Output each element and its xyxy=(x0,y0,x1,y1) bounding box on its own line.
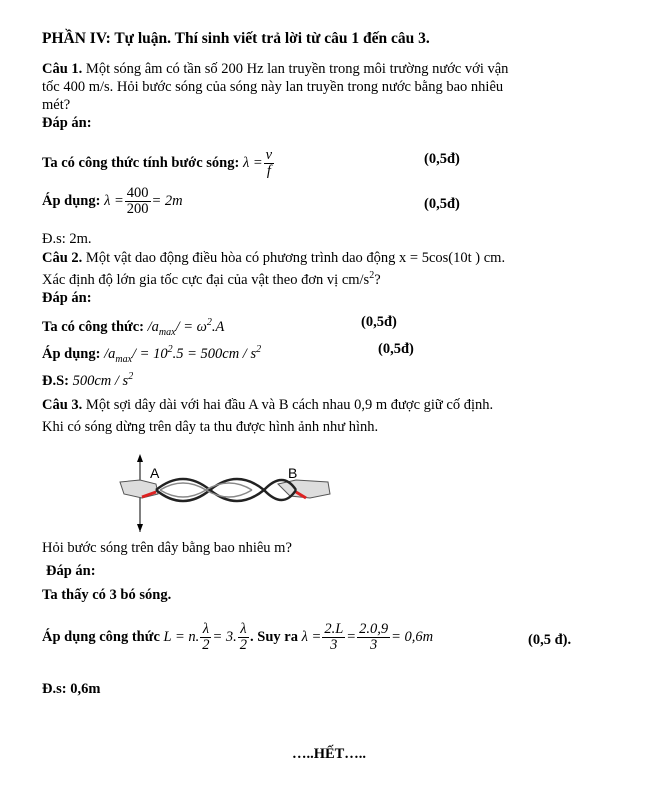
q2-formula-end: .A xyxy=(211,318,225,335)
q2-apply-b: / = 10 xyxy=(132,345,168,362)
q2-apply-sup1: 2 xyxy=(167,344,173,355)
q2-apply-sub: max xyxy=(115,353,133,365)
q2-label: Câu 2. xyxy=(42,250,83,266)
q1-apply-fraction: $\frac{400}{200}$ xyxy=(126,185,149,217)
q2-text-2: Xác định độ lớn gia tốc cực đại của vật theo đơn vị cm/s xyxy=(42,271,370,288)
q1-text-3: mét? xyxy=(42,97,71,113)
q1-apply-line xyxy=(42,186,183,217)
q1-formula-fraction: $\frac{v}{f}$ xyxy=(265,147,273,179)
q2-apply-a: /a xyxy=(104,345,116,362)
q2-text-2-sup: 2 xyxy=(369,270,375,281)
left-hand-icon xyxy=(120,480,158,498)
q3-f2-eq: = xyxy=(346,628,357,645)
q2-apply-sup2: 2 xyxy=(256,344,262,355)
q3-f2-lhs: λ = xyxy=(301,628,322,645)
end-marker: …..HẾT….. xyxy=(291,746,367,762)
wave-upper xyxy=(156,479,296,490)
axis-arrow-up xyxy=(137,454,143,462)
q3-suy-ra: . Suy ra xyxy=(250,628,298,645)
q3-f2-frac2: $\frac{2.0,9}{3}$ xyxy=(359,621,389,653)
q2-apply-line xyxy=(42,341,261,369)
q1-apply-points: (0,5đ) xyxy=(424,196,460,212)
q1-formula-lhs: λ = xyxy=(242,154,263,171)
q3-f1-mid: = 3. xyxy=(212,628,237,645)
q1-apply-label: Áp dụng: xyxy=(42,192,101,209)
q3-f1: L = n. xyxy=(163,628,200,645)
q1-text-2: tốc 400 m/s. Hỏi bước sóng của sóng này lan truyền trong nước bằng bao nhiêu xyxy=(42,79,504,95)
q2-apply-c: .5 = 500cm / s xyxy=(172,345,257,362)
q1-answer-label: Đáp án: xyxy=(42,115,92,131)
q2-apply-points: (0,5đ) xyxy=(378,341,414,357)
q1-result: Đ.s: 2m. xyxy=(42,231,92,247)
q1-apply-rhs: = 2m xyxy=(151,192,183,209)
q3-points: (0,5 đ). xyxy=(528,632,572,648)
q2-formula-a: /a xyxy=(147,318,159,335)
axis-arrow-down xyxy=(137,524,143,532)
q2-result-label: Đ.S: xyxy=(42,372,69,389)
question-3 xyxy=(42,394,632,438)
q1-apply-lhs: λ = xyxy=(104,192,124,209)
q2-formula-sup: 2 xyxy=(206,317,212,328)
standing-wave-figure xyxy=(118,452,333,534)
q2-result-value: 500cm / s xyxy=(72,372,129,389)
q2-formula-intro: Ta có công thức: xyxy=(42,318,145,335)
q2-result-sup: 2 xyxy=(128,371,134,382)
q1-formula-line xyxy=(42,148,275,179)
q3-f1-frac2: $\frac{\lambda}{2}$ xyxy=(239,621,248,653)
part-title: PHẦN IV: Tự luận. Thí sinh viết trả lời từ câu 1 đến câu 3. xyxy=(42,30,430,47)
q2-formula-points: (0,5đ) xyxy=(361,314,397,330)
q3-text-1: Một sợi dây dài với hai đầu A và B cách nhau 0,9 m được giữ cố định. xyxy=(82,397,494,413)
q3-apply-line xyxy=(42,622,433,653)
q1-formula-points: (0,5đ) xyxy=(424,151,460,167)
q3-question: Hỏi bước sóng trên dây bằng bao nhiêu m? xyxy=(42,540,292,556)
q2-formula-sub: max xyxy=(158,326,176,338)
q3-f2-rhs: = 0,6m xyxy=(391,628,434,645)
q2-result xyxy=(42,368,133,390)
q3-text-2: Khi có sóng dừng trên dây ta thu được hình ảnh như hình. xyxy=(42,419,379,435)
q3-answer-label: Đáp án: xyxy=(46,563,96,579)
label-a: A xyxy=(150,465,160,481)
q2-text-2-end: ? xyxy=(374,271,381,288)
q2-formula-line xyxy=(42,314,224,342)
q1-label: Câu 1. xyxy=(42,61,83,77)
q1-formula-intro: Ta có công thức tính bước sóng: xyxy=(42,154,240,171)
question-2 xyxy=(42,249,632,307)
wave-lower xyxy=(156,490,296,501)
q3-f2-frac: $\frac{2.L}{3}$ xyxy=(324,621,344,653)
q3-result: Đ.s: 0,6m xyxy=(42,681,101,697)
q1-text-1: Một sóng âm có tần số 200 Hz lan truyền trong môi trường nước với vận xyxy=(82,61,509,77)
q3-label: Câu 3. xyxy=(42,397,83,413)
q2-text-1: Một vật dao động điều hòa có phương trình dao động x = 5cos(10t ) cm. xyxy=(82,250,506,266)
q3-f1-frac: $\frac{\lambda}{2}$ xyxy=(202,621,210,653)
q2-formula-rest: / = ω xyxy=(175,318,207,335)
q3-observation: Ta thấy có 3 bó sóng. xyxy=(42,587,172,603)
q3-apply-label: Áp dụng công thức xyxy=(42,628,160,645)
q2-answer-label: Đáp án: xyxy=(42,289,92,306)
question-1 xyxy=(42,60,622,132)
label-b: B xyxy=(288,465,298,481)
q2-apply-label: Áp dụng: xyxy=(42,345,101,362)
